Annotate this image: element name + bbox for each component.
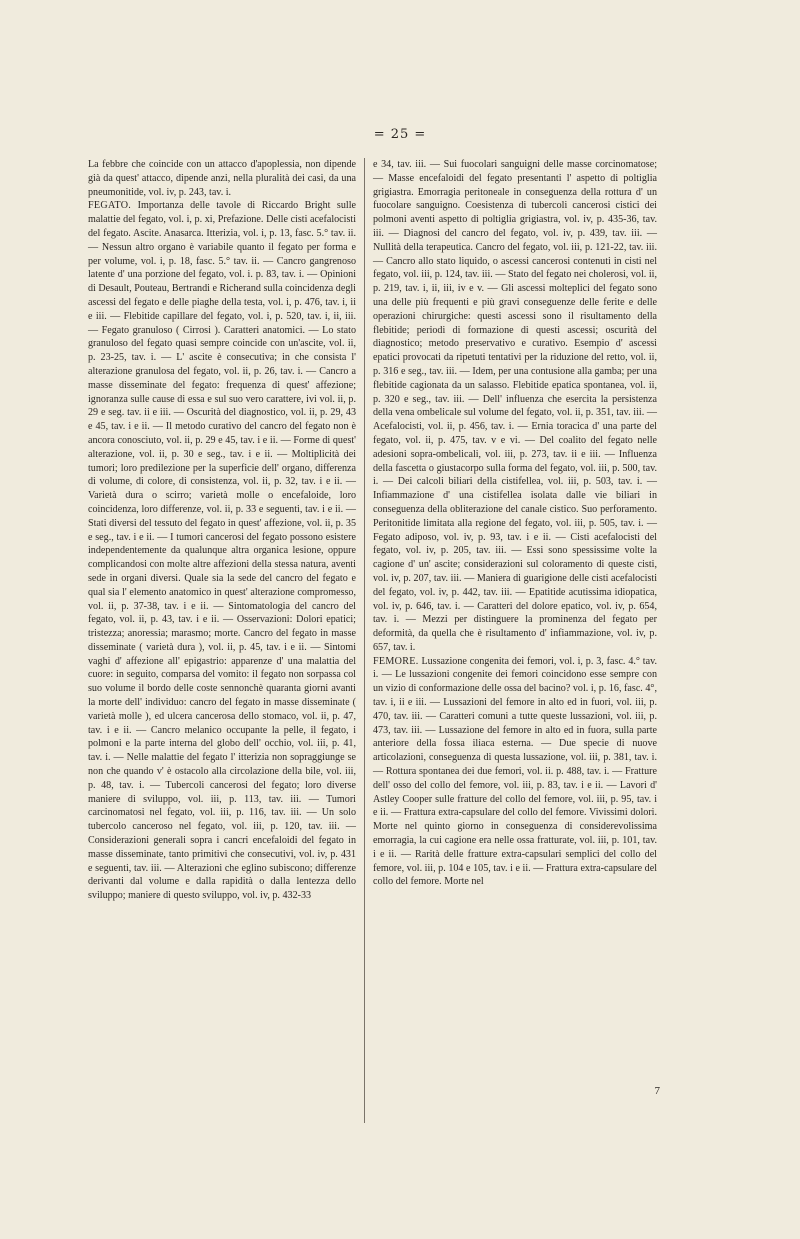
index-continuation xyxy=(88,158,356,199)
column-divider xyxy=(364,158,365,1123)
page-number: = 25 = xyxy=(373,127,427,142)
entry-text: e 34, tav. iii. — Sui fuocolari sanguigni delle masse corcinomatose; — Masse encefaloidi del fegato presentanti l' aspetto di poltiglia grigiastra. Emorragia peritoneale in conseguenza della rottura d' un fuocolare sanguigno. Coesistenza di tubercoli cancerosi cistici dei polmoni aventi aspetto di poltiglia grigiastra, vol. iv, p. 435-36, tav. iii. — Diagnosi del cancro del fegato, vol. iv, p. 439, tav. iii. — Nullità della terapeutica. Cancro del fegato, vol. iii, p. 121-22, tav. iii. — Cancro allo stato liquido, o ascessi cancerosi contenuti in cisti nel fegato, vol. iii, p. 124, tav. iii. — Stato del fegato nei cholerosi, vol. ii, p. 219, tav. i, ii, iii, iv e v. — Gli ascessi molteplici del fegato sono una delle più frequenti e più gravi conseguenze delle ferite e delle operazioni chirurgiche: questi ascessi sono il risultamento della flebitide; periodi di formazione di questi ascessi; oscurità del diagnostico; metodo preservativo e curativo. Esempio d' ascessi epatici provocati da ripetuti tentativi per la riduzione del retto, vol. ii, p. 316 e seg., tav. iii. — Idem, per una contusione alla gamba; per una flebitide cagionata da un salasso. Flebitide epatica spontanea, vol. ii, p. 320 e seg., tav. iii. — Dell' influenza che esercita la persistenza della vena ombelicale sul volume del fegato, vol. ii, p. 351, tav. iii. — Acefalocisti, vol. ii, p. 456, tav. i. — Ernia toracica d' una parte del fegato, vol. ii, p. 475, tav. v e vi. — Del coalito del fegato nelle adesioni sopra-ombelicali, vol. iii, p. 273, tav. ii e iii. — Influenza della fascetta o giustacorpo sulla forma del fegato, vol. iii, p. 500, tav. i. — Dei calcoli biliari della cistifellea, vol. iii, p. 503, tav. i. — Infiammazione d' una cistifellea isolata dalle vie biliari in conseguenza della obliterazione del canale cistico. Suo perforamento. Peritonitide limitata alla regione del fegato, vol. iii, p. 505, tav. i. — Fegato adiposo, vol. iv, p. 93, tav. i e ii. — Cisti acefalocisti del fegato, vol. iv, p. 205, tav. iii. — Essi sono spessissime volte la cagione d' un' ascite; considerazioni sul coloramento di queste cisti, vol. iv, p. 207, tav. iii. — Maniera di guarigione delle cisti acefalocisti del fegato, vol. iv, p. 442, tav. iii. — Epatitide acutissima idiopatica, vol. iv, p. 646, tav. i. — Caratteri del dolore epatico, vol. iv, p. 654, tav. i. — Mezzi per distinguere la prominenza del fegato per deformità, da quella che è risultamento d' infiammazione, vol. iv, p. 657, tav. i. xyxy=(373,159,657,653)
entry-heading: FEGATO. xyxy=(88,200,132,212)
entry-text: Importanza delle tavole di Riccardo Bright sulle malattie del fegato, vol. i, p. xi, Prefazione. Delle cisti acefalocisti del fegato. Ascite. Anasarca. Itterizia, vol. i, p. 13, fasc. 5.° tav. ii. — Nessun altro organo è variabile quanto il fegato per forma e per volume, vol. i, p. 18, fasc. 5.° tav. ii. — Cancro gangrenoso latente d' una porzione del fegato, vol. i. p. 83, tav. i. — Opinioni di Desault, Pouteau, Bertrandi e Richerand sulla coincidenza degli ascessi del fegato e delle piaghe della testa, vol. i, p. 476, tav. i, ii e iii. — Flebitide capillare del fegato, vol. i, p. 520, tav. i, ii, iii. — Fegato granuloso ( Cirrosi ). Caratteri anatomici. — Lo stato granuloso del fegato quasi sempre coincide con un'ascite, vol. ii, p. 23-25, tav. i. — L' ascite è consecutiva; in che consista l' alterazione granulosa del fegato, vol. ii, p. 26, tav. i. — Cancro a masse disseminate del fegato: frequenza di quest' affezione; ignoranza sulle cause di essa e sul suo vero carattere, ivi vol. ii, p. 29 e seg. tav. ii e iii. — Oscurità del diagnostico, vol. ii, p. 29, 43 e 45, tav. i e ii. — Il metodo curativo del cancro del fegato non è ancora conosciuto, vol. ii, p. 29 e 45, tav. i e ii. — Forme di quest' alterazione, vol. ii, p. 30 e seg., tav. i e ii. — Moltiplicità dei tumori; loro predilezione per la superficie dell' organo, differenza di volume, di colore, di consistenza, vol. ii, p. 32, tav. i e ii. — Varietà dura o scirro; varietà molle o encefaloide, loro coincidenza, loro differenze, vol. ii, p. 33 e seguenti, tav. i e ii. — Stati diversi del tessuto del fegato in quest' affezione, vol. ii, p. 35 e seg., tav. i e ii. — I tumori cancerosi del fegato possono esistere independentemente da qualunque altra organica lesione, oppure complicandosi con molte altre affezioni della stessa natura, aventi sede in organi diversi. Quale sia la sede del cancro del fegato e qual sia l' elemento anatomico in quest' alterazione compromesso, vol. ii, p. 37-38, tav. i e ii. — Sintomatologia del cancro del fegato, vol. ii, p. 43, tav. i e ii. — Osservazioni: Dolori epatici; tristezza; anoressia; marasmo; morte. Cancro del fegato in masse disseminate ( varietà dura ), vol. ii, p. 45, tav. i e ii. — Sintomi vaghi d' affezione all' epigastrio: apparenze d' una malattia del cuore: in seguito, comparsa del vomito: il fegato non sorpassa col suo volume il bordo delle coste sennonchè quaranta giorni avanti la morte dell' individuo: cancro del fegato in masse disseminate ( varietà molle ), ed ulcera cancerosa dello stomaco, vol. ii, p. 47, tav. i e ii. — Cancro melanico occupante la pelle, il fegato, i polmoni e la parte interna del globo dell' occhio, vol. iii, p. 41, tav. i. — Nelle malattie del fegato l' itterizia non sopraggiunge se non che quando v' è ostacolo alla circolazione della bile, vol. iii, p. 48, tav. i. — Tubercoli cancerosi del fegato; loro diverse maniere di sviluppo, vol. iii, p. 113, tav. iii. — Tumori carcinomatosi nel fegato, vol. iii, p. 116, tav. iii. — Un solo tubercolo canceroso nel fegato, vol. iii, p. 120, tav. iii. — Considerazioni generali sopra i cancri encefaloidi del fegato in masse disseminate, tanto primitivi che consecutivi, vol. iv, p. 431 e seguenti, tav. iii. — Alterazioni che eglino subiscono; differenze derivanti dal volume e dalla rapidità o dalla lentezza dello sviluppo; maniere di questo sviluppo, vol. iv, p. 432-33 xyxy=(88,200,356,902)
right-column xyxy=(373,158,657,889)
entry-heading: FEMORE. xyxy=(373,655,419,667)
entry-text: Lussazione congenita dei femori, vol. i, p. 3, fasc. 4.° tav. i. — Le lussazioni congenite dei femori coincidono esse sempre con un vizio di conformazione delle ossa del bacino? vol. i, p. 16, fasc. 4°, tav. i, ii e iii. — Lussazioni del femore in alto ed in fuori, vol. iii, p. 470, tav. iii. — Caratteri comuni a tutte queste lussazioni, vol. iii, p. 473, tav. iii. — Lussazione del femore in alto ed in fuora, sulla parte anteriore della fossa iliaca esterna. — Due specie di nuove articolazioni, conseguenza di questa lussazione, vol. iii, p. 381, tav. i. — Rottura spontanea dei due femori, vol. ii. p. 488, tav. i. — Fratture dell' osso del collo del femore, vol. iii, p. 83, tav. i e ii. — Lavori d' Astley Cooper sulle fratture del collo del femore, vol. iii, p. 95, tav. i e ii. — Frattura extra-capsulare del collo del femore. Vivissimi dolori. Morte nel quinto giorno in conseguenza di considerevolissima emorragia, la cui cagione era nelle ossa fratturate, vol. iii, p. 101, tav. i e ii. — Rarità delle fratture extra-capsulari semplici del collo del femore, vol. iii, p. 104 e 105, tav. i e ii. — Frattura extra-capsulare del collo del femore. Morte nel xyxy=(373,655,657,888)
left-column xyxy=(88,158,356,903)
index-continuation xyxy=(373,158,657,655)
index-entry xyxy=(88,199,356,903)
signature-mark: 7 xyxy=(654,1085,660,1097)
index-entry xyxy=(373,655,657,890)
entry-text: La febbre che coincide con un attacco d'apoplessia, non dipende già da quest' attacco, dipende anzi, nella pluralità dei casi, da una pneumonitide, vol. iv, p. 243, tav. i. xyxy=(88,159,356,198)
